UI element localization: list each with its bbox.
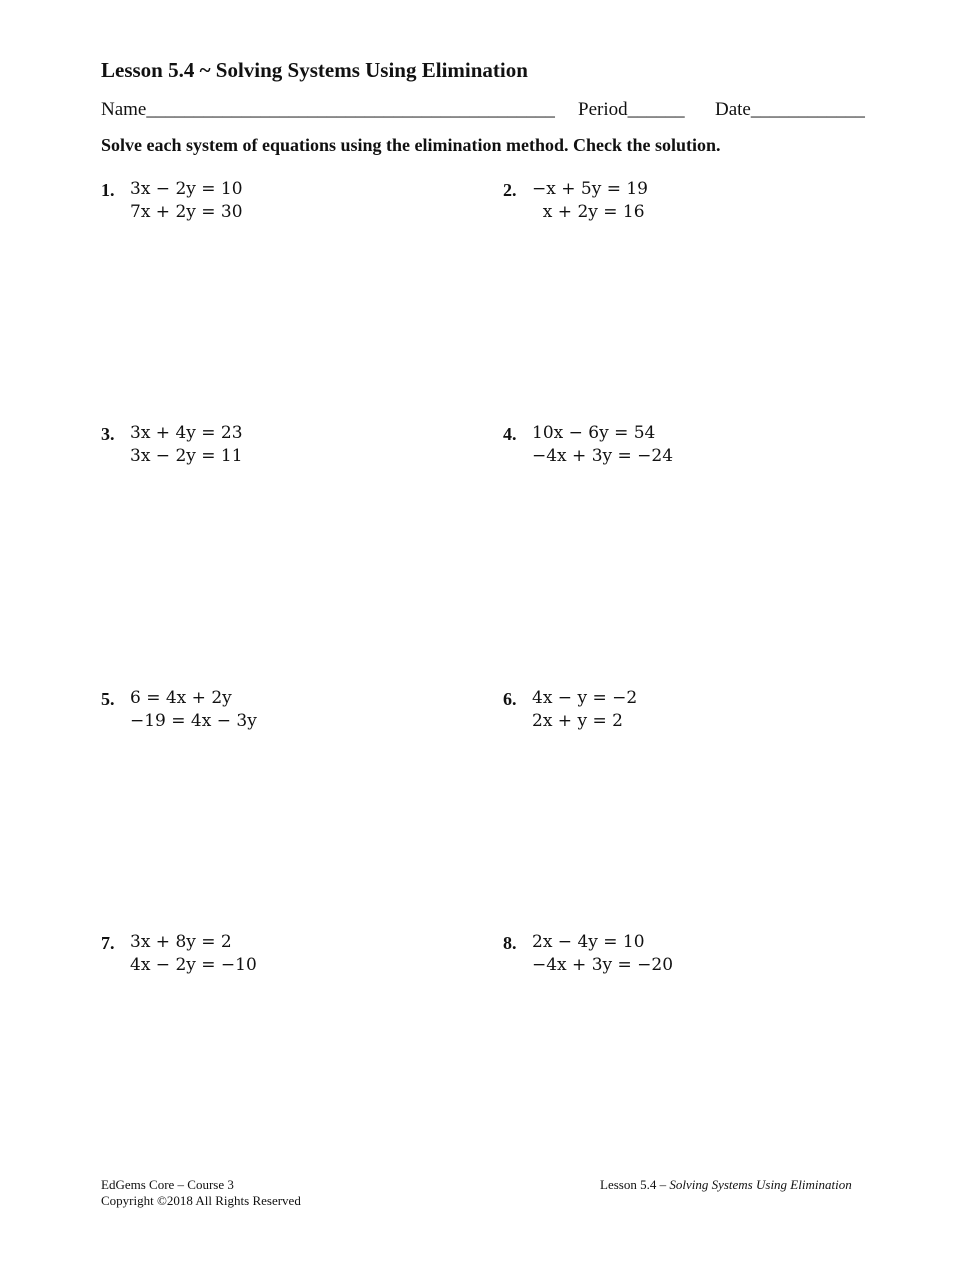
equation-1: 3x + 4y = 23 (130, 423, 243, 443)
period-label: Period (578, 99, 628, 120)
problem-number: 6. (503, 689, 517, 709)
problem-number: 4. (503, 424, 517, 444)
name-label: Name (101, 99, 147, 120)
problem-number: 7. (101, 933, 115, 953)
footer-lesson-prefix: Lesson 5.4 – (600, 1177, 670, 1192)
equation-1: 3x + 8y = 2 (130, 932, 232, 952)
instructions: Solve each system of equations using the elimination method. Check the solution. (101, 135, 721, 155)
equation-1: 3x − 2y = 10 (130, 179, 243, 199)
date-label: Date (715, 99, 751, 120)
problem-number: 1. (101, 180, 115, 200)
period-blank[interactable]: ______ (627, 99, 685, 120)
equation-1: 2x − 4y = 10 (532, 932, 645, 952)
equation-2: −4x + 3y = −20 (532, 955, 674, 975)
equation-1: 6 = 4x + 2y (130, 688, 232, 708)
period-field[interactable] (578, 99, 685, 121)
equation-1: −x + 5y = 19 (532, 179, 648, 199)
equation-2: −19 = 4x − 3y (130, 711, 257, 731)
equation-2: x + 2y = 16 (532, 202, 645, 222)
equation-1: 10x − 6y = 54 (532, 423, 656, 443)
equation-2: 7x + 2y = 30 (130, 202, 243, 222)
name-field[interactable] (101, 99, 555, 121)
footer-lesson (600, 1177, 852, 1193)
equation-1: 4x − y = −2 (532, 688, 638, 708)
footer-course: EdGems Core – Course 3 (101, 1177, 234, 1192)
date-field[interactable] (715, 99, 865, 121)
equation-2: 3x − 2y = 11 (130, 446, 243, 466)
name-blank[interactable]: ___________________________________________ (146, 99, 555, 120)
equation-2: −4x + 3y = −24 (532, 446, 674, 466)
equation-2: 2x + y = 2 (532, 711, 623, 731)
problem-number: 8. (503, 933, 517, 953)
problem-number: 3. (101, 424, 115, 444)
page-title: Lesson 5.4 ~ Solving Systems Using Elimination (101, 58, 528, 82)
date-blank[interactable]: ____________ (750, 99, 865, 120)
footer-copyright: Copyright ©2018 All Rights Reserved (101, 1193, 301, 1208)
footer-lesson-title: Solving Systems Using Elimination (669, 1177, 852, 1192)
equation-2: 4x − 2y = −10 (130, 955, 257, 975)
problem-number: 2. (503, 180, 517, 200)
problem-number: 5. (101, 689, 115, 709)
